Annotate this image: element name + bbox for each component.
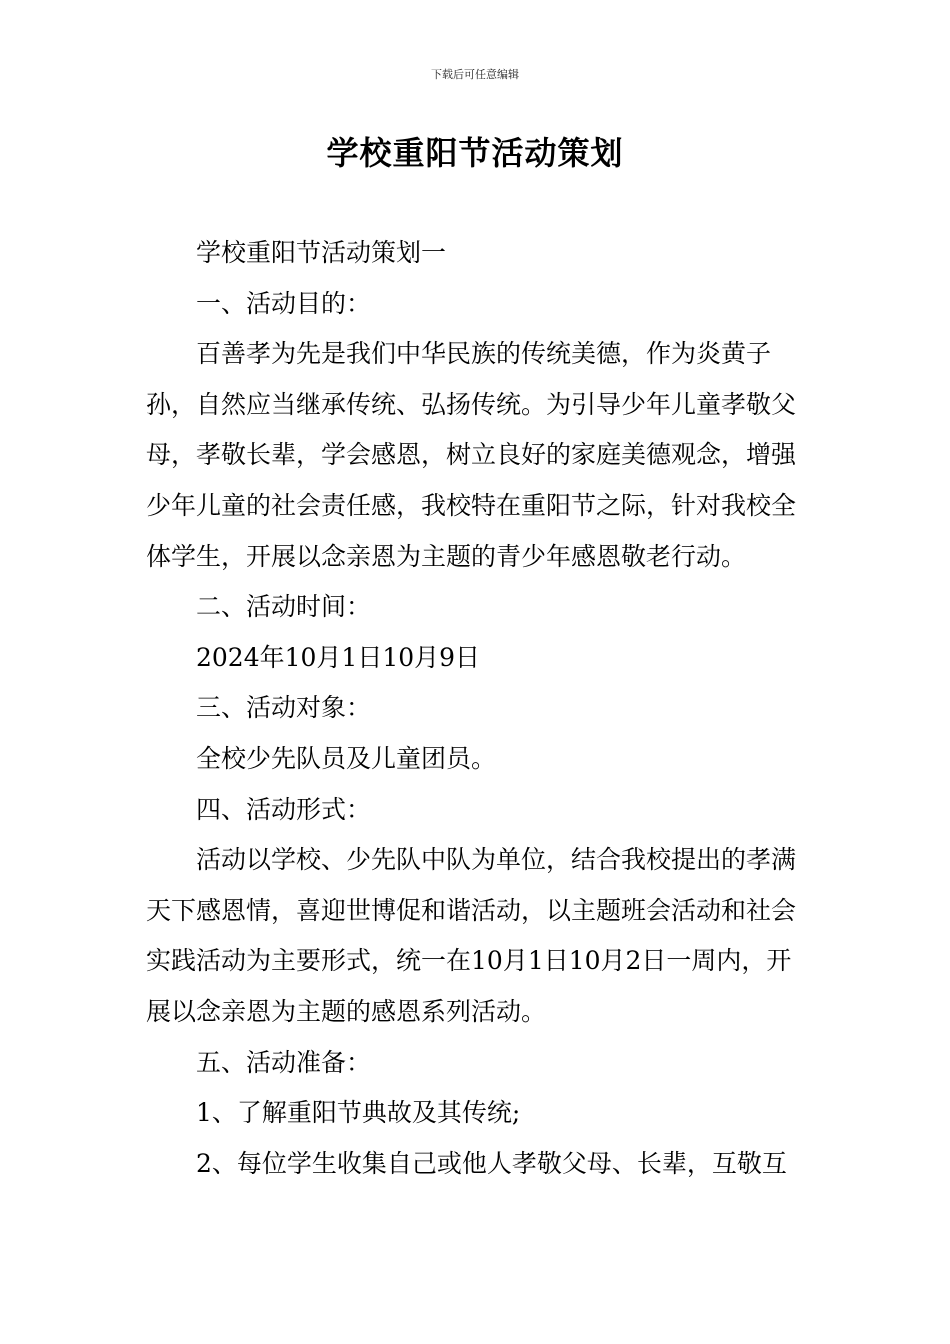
header-note: 下载后可任意编辑	[431, 68, 519, 81]
document-body	[146, 228, 806, 1189]
paragraph: 学校重阳节活动策划一	[196, 238, 447, 267]
list-item: 1、了解重阳节典故及其传统;	[196, 1098, 521, 1128]
paragraph: 百善孝为先是我们中华民族的传统美德，作为炎黄子孙，自然应当继承传统、弘扬传统。为引导少年儿童孝敬父母，孝敬长辈，学会感恩，树立良好的家庭美德观念，增强少年儿童的社会责任感，我校特在重阳节之际，针对我校全体学生，开展以念亲恩为主题的青少年感恩敬老行动。	[146, 339, 797, 571]
section-heading: 五、活动准备：	[196, 1047, 372, 1077]
paragraph: 2024年10月1日10月9日	[196, 642, 481, 672]
paragraph: 活动以学校、少先队中队为单位，结合我校提出的孝满天下感恩情，喜迎世博促和谐活动，以主题班会活动和社会实践活动为主要形式，统一在10月1日10月2日一周内，开展以念亲恩为主题的感恩系列活动。	[146, 845, 797, 1026]
paragraph: 全校少先队员及儿童团员。	[196, 743, 497, 773]
list-item: 2、每位学生收集自己或他人孝敬父母、长辈，互敬互	[196, 1148, 787, 1178]
document-title: 学校重阳节活动策划	[326, 134, 624, 172]
section-heading: 一、活动目的：	[196, 288, 372, 318]
section-heading: 二、活动时间：	[196, 592, 372, 622]
section-heading: 三、活动对象：	[196, 693, 372, 723]
section-heading: 四、活动形式：	[196, 794, 372, 824]
